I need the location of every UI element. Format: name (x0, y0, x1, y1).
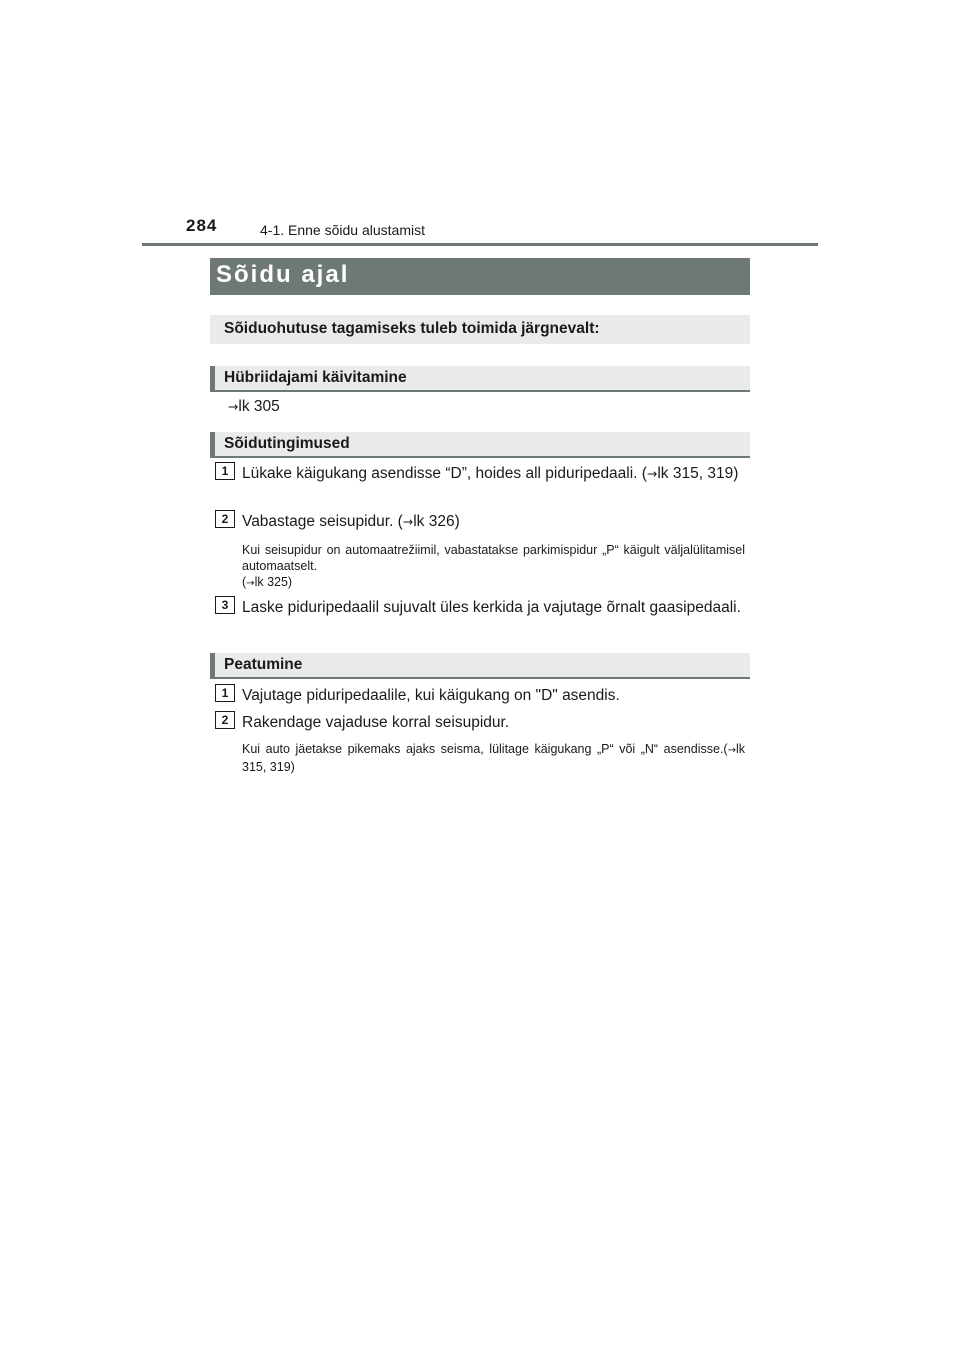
arrow-icon: → (228, 399, 239, 414)
step-number-box (215, 684, 235, 702)
subheading-driving-text: Sõidutingimused (224, 435, 350, 452)
step-number-box (215, 711, 235, 729)
header-rule (142, 243, 818, 246)
step-number: 2 (221, 512, 229, 526)
arrow-icon: → (727, 745, 736, 756)
step-text (242, 463, 745, 485)
lead-text: Sõiduohutuse tagamiseks tuleb toimida järgnevalt: (224, 320, 600, 337)
note-text: Kui seisupidur on automaatrežiimil, vabastatakse parkimispidur „P“ käigult väljalülitamisel automaatselt. (242, 543, 745, 573)
step-text-part: Lükake käigukang asendisse “D”, hoides all piduripedaali. ( (242, 465, 647, 482)
step-number-box (215, 462, 235, 480)
step-number: 1 (221, 686, 229, 700)
step-text: Vajutage piduripedaalile, kui käigukang on "D" asendis. (242, 687, 620, 704)
step-note: Kui seisupidur on automaatrežiimil, vabastatakse parkimispidur „P“ käigult väljalülitamisel automaatselt. (→lk 325) (242, 543, 745, 589)
note-ref: lk 325) (254, 575, 293, 589)
arrow-icon: → (402, 514, 414, 529)
step-number-box (215, 596, 235, 614)
step-text-part: Vabastage seisupidur. ( (242, 513, 403, 530)
subheading-start-text: Hübriidajami käivitamine (224, 369, 407, 386)
page-title: Sõidu ajal (216, 261, 350, 288)
section-reference: 4-1. Enne sõidu alustamist (260, 222, 425, 238)
subheading-driving (210, 432, 750, 458)
start-page-reference (228, 398, 280, 416)
note-ref: lk 315, 319) (242, 742, 745, 774)
step-number: 1 (221, 464, 229, 478)
step-note (242, 741, 745, 775)
step-text (242, 511, 745, 533)
step-number: 3 (221, 598, 229, 612)
step-number: 2 (221, 713, 229, 727)
start-ref-text: lk 305 (238, 398, 280, 415)
title-bar (210, 258, 750, 295)
step-text-part: lk 315, 319) (657, 465, 739, 482)
subheading-stopping (210, 653, 750, 679)
step-text: Rakendage vajaduse korral seisupidur. (242, 714, 510, 731)
step-text-part: lk 326) (413, 513, 460, 530)
step-text: Laske piduripedaalil sujuvalt üles kerkida ja vajutage õrnalt gaasipedaali. (242, 599, 741, 616)
arrow-icon: → (646, 466, 658, 481)
subheading-stopping-text: Peatumine (224, 656, 303, 673)
step-number-box (215, 510, 235, 528)
lead-box (210, 315, 750, 344)
note-text: Kui auto jäetakse pikemaks ajaks seisma, lülitage käigukang „P“ või „N“ asendisse.( (242, 742, 728, 756)
arrow-icon: → (246, 578, 255, 589)
page-number: 284 (186, 216, 218, 235)
subheading-start (210, 366, 750, 392)
